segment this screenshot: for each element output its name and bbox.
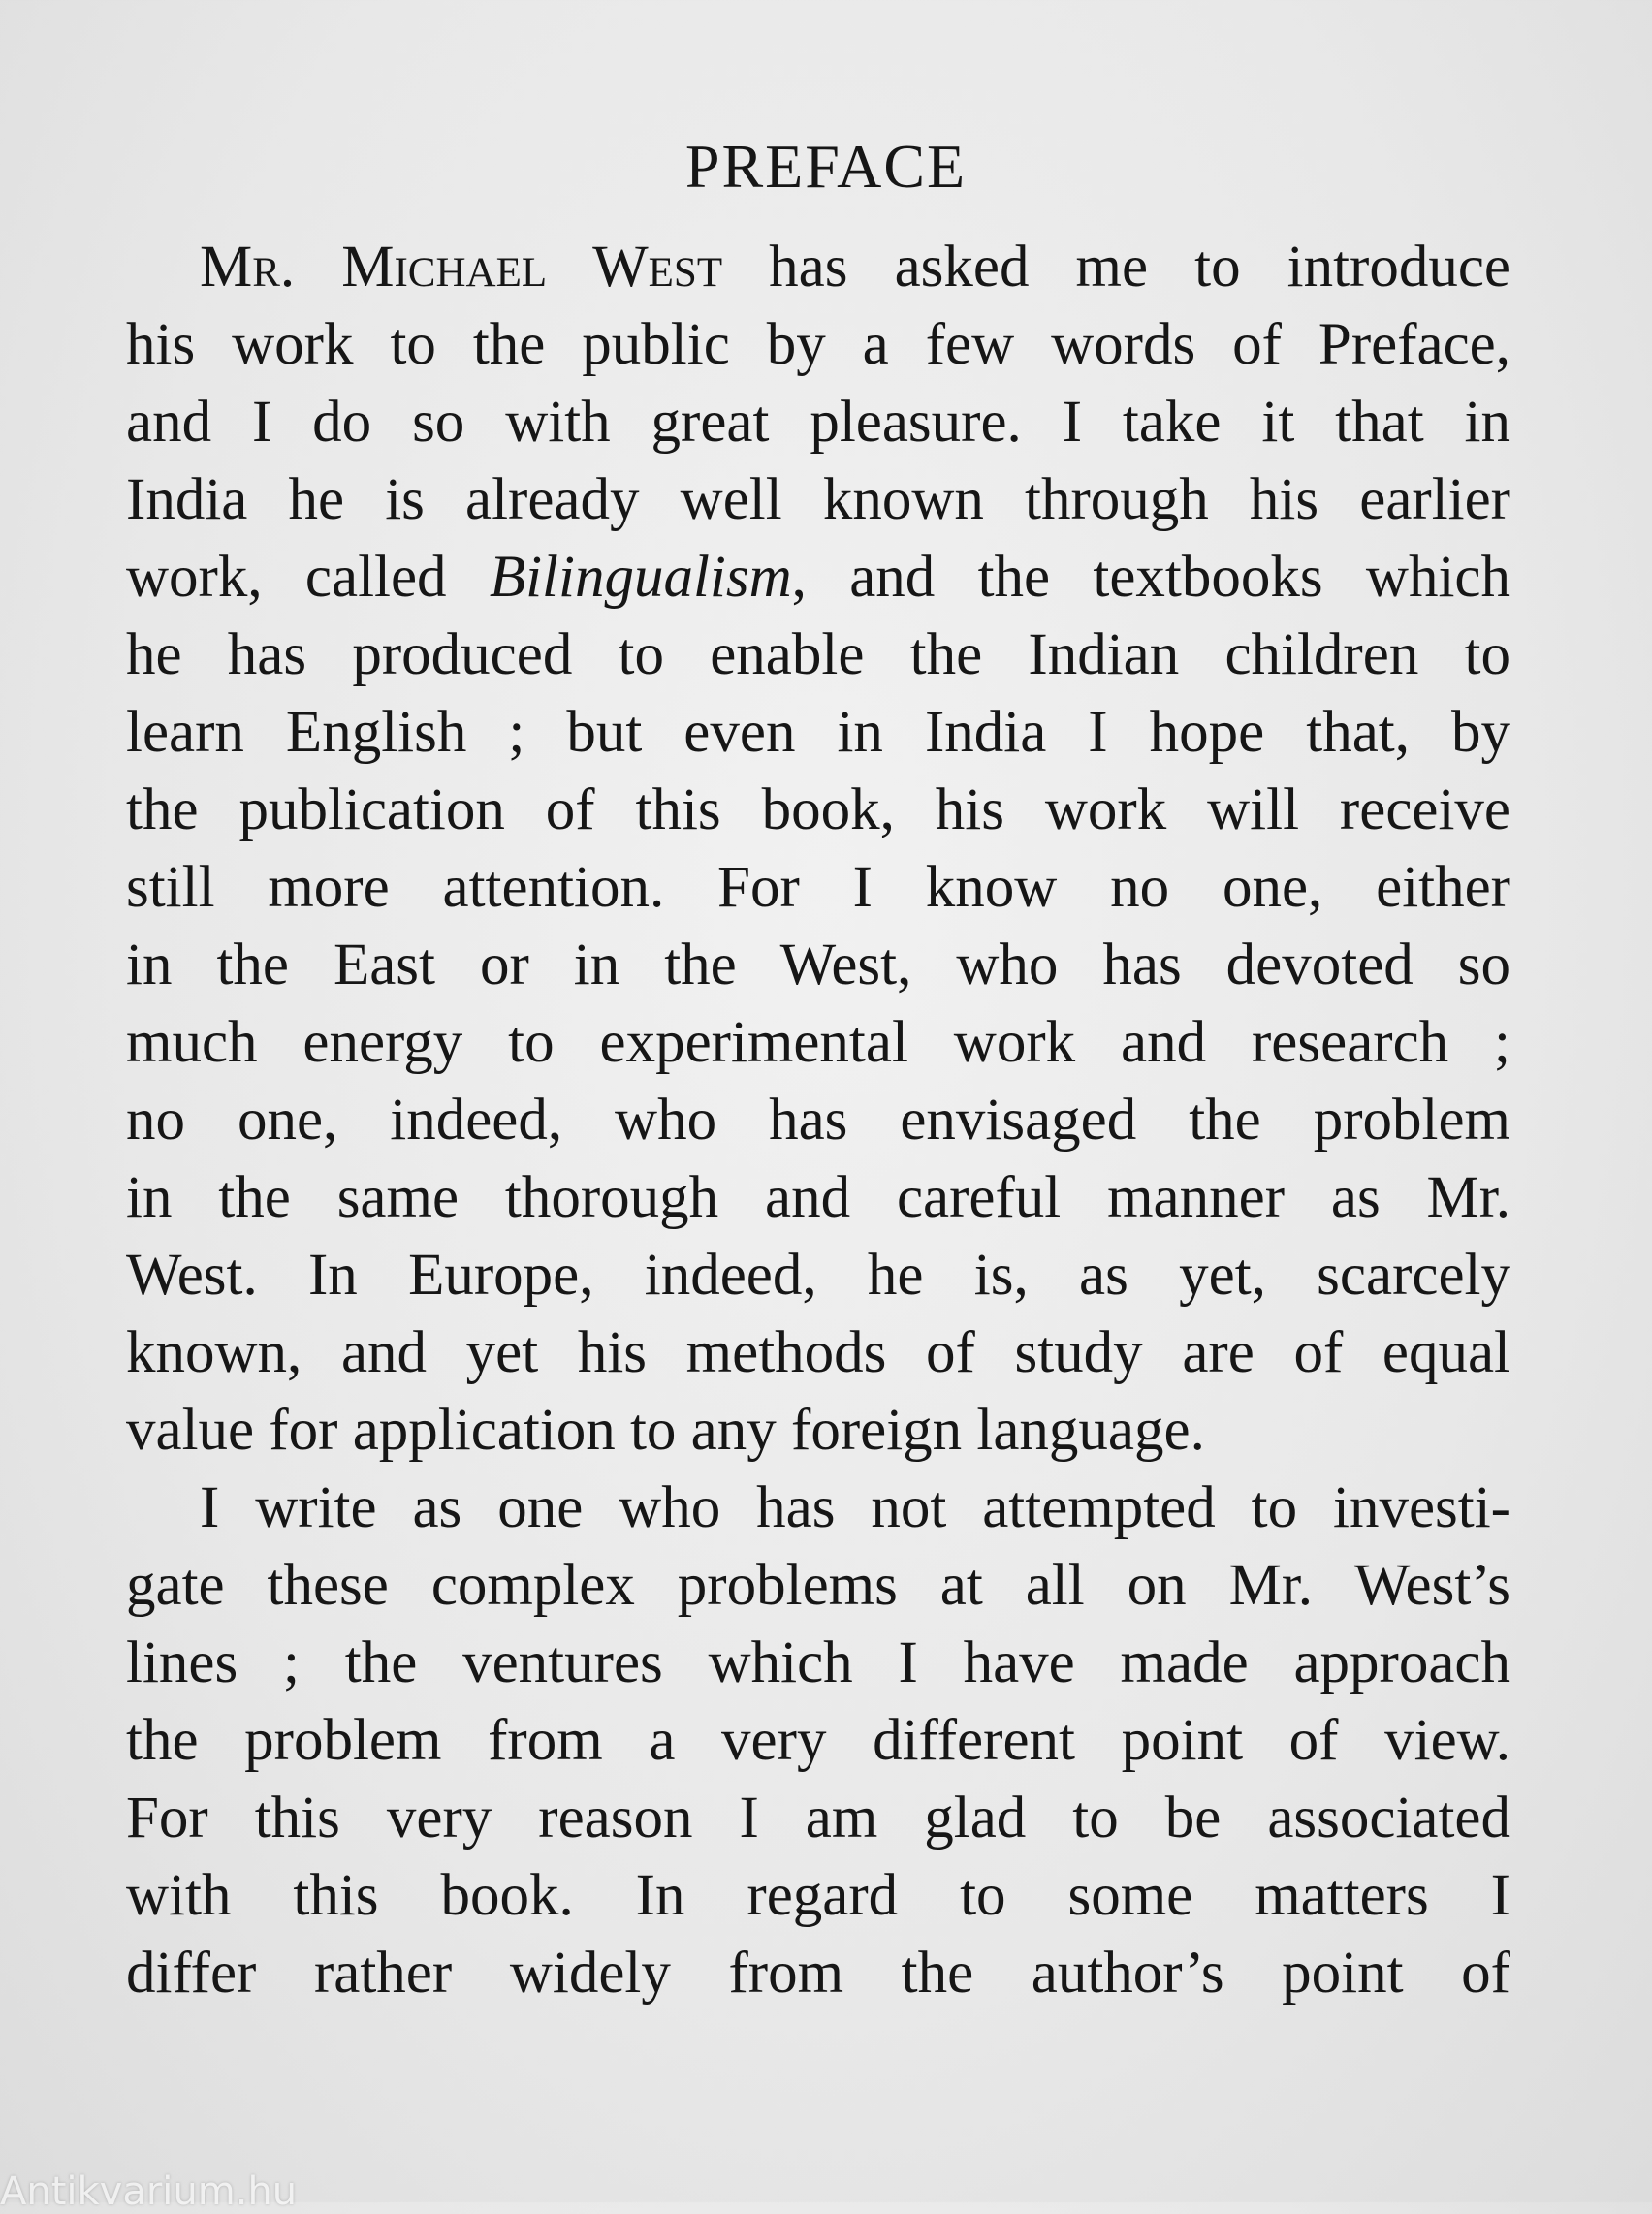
text-line: much energy to experimental work and research ; (126, 1010, 1510, 1075)
text-line: lines ; the ventures which I have made approach (126, 1630, 1510, 1695)
text-line: Mr. Michael West has asked me to introduce (200, 235, 1510, 300)
text-line: the publication of this book, his work will receive (126, 777, 1510, 842)
text-line: differ rather widely from the author’s point of (126, 1941, 1510, 2006)
text-line: learn English ; but even in India I hope that, by (126, 700, 1510, 765)
paragraph-1 (126, 229, 1510, 1470)
text-line: the problem from a very different point of view. (126, 1708, 1510, 1773)
text-line: with this book. In regard to some matters I (126, 1863, 1510, 1928)
text-line: in the East or in the West, who has devoted so (126, 933, 1510, 997)
text-line: known, and yet his methods of study are of equal (126, 1320, 1510, 1385)
text-line: his work to the public by a few words of Preface, (126, 312, 1510, 377)
text-line: still more attention. For I know no one, either (126, 855, 1510, 920)
page-title: PREFACE (684, 132, 968, 201)
text-line: he has produced to enable the Indian children to (126, 622, 1510, 687)
paragraph-2 (126, 1470, 1510, 2012)
preface-body (126, 229, 1510, 2012)
text-line: work, called Bilingualism, and the textbooks which (126, 545, 1510, 610)
text-line: no one, indeed, who has envisaged the problem (126, 1088, 1510, 1153)
watermark: Antikvarium.hu (0, 2169, 298, 2214)
text-line: value for application to any foreign language. (126, 1398, 1205, 1463)
text-line: For this very reason I am glad to be associated (126, 1786, 1510, 1850)
text-line: India he is already well known through his earlier (126, 467, 1510, 532)
text-line: and I do so with great pleasure. I take it that in (126, 390, 1510, 455)
text-line: West. In Europe, indeed, he is, as yet, scarcely (126, 1243, 1510, 1308)
book-title-italic: Bilingualism (489, 545, 792, 610)
text-line: in the same thorough and careful manner as Mr. (126, 1165, 1510, 1230)
text-line: gate these complex problems at all on Mr. West’s (126, 1553, 1510, 1618)
text-line: I write as one who has not attempted to investi- (200, 1475, 1510, 1540)
author-name: Mr. Michael West (200, 235, 723, 300)
